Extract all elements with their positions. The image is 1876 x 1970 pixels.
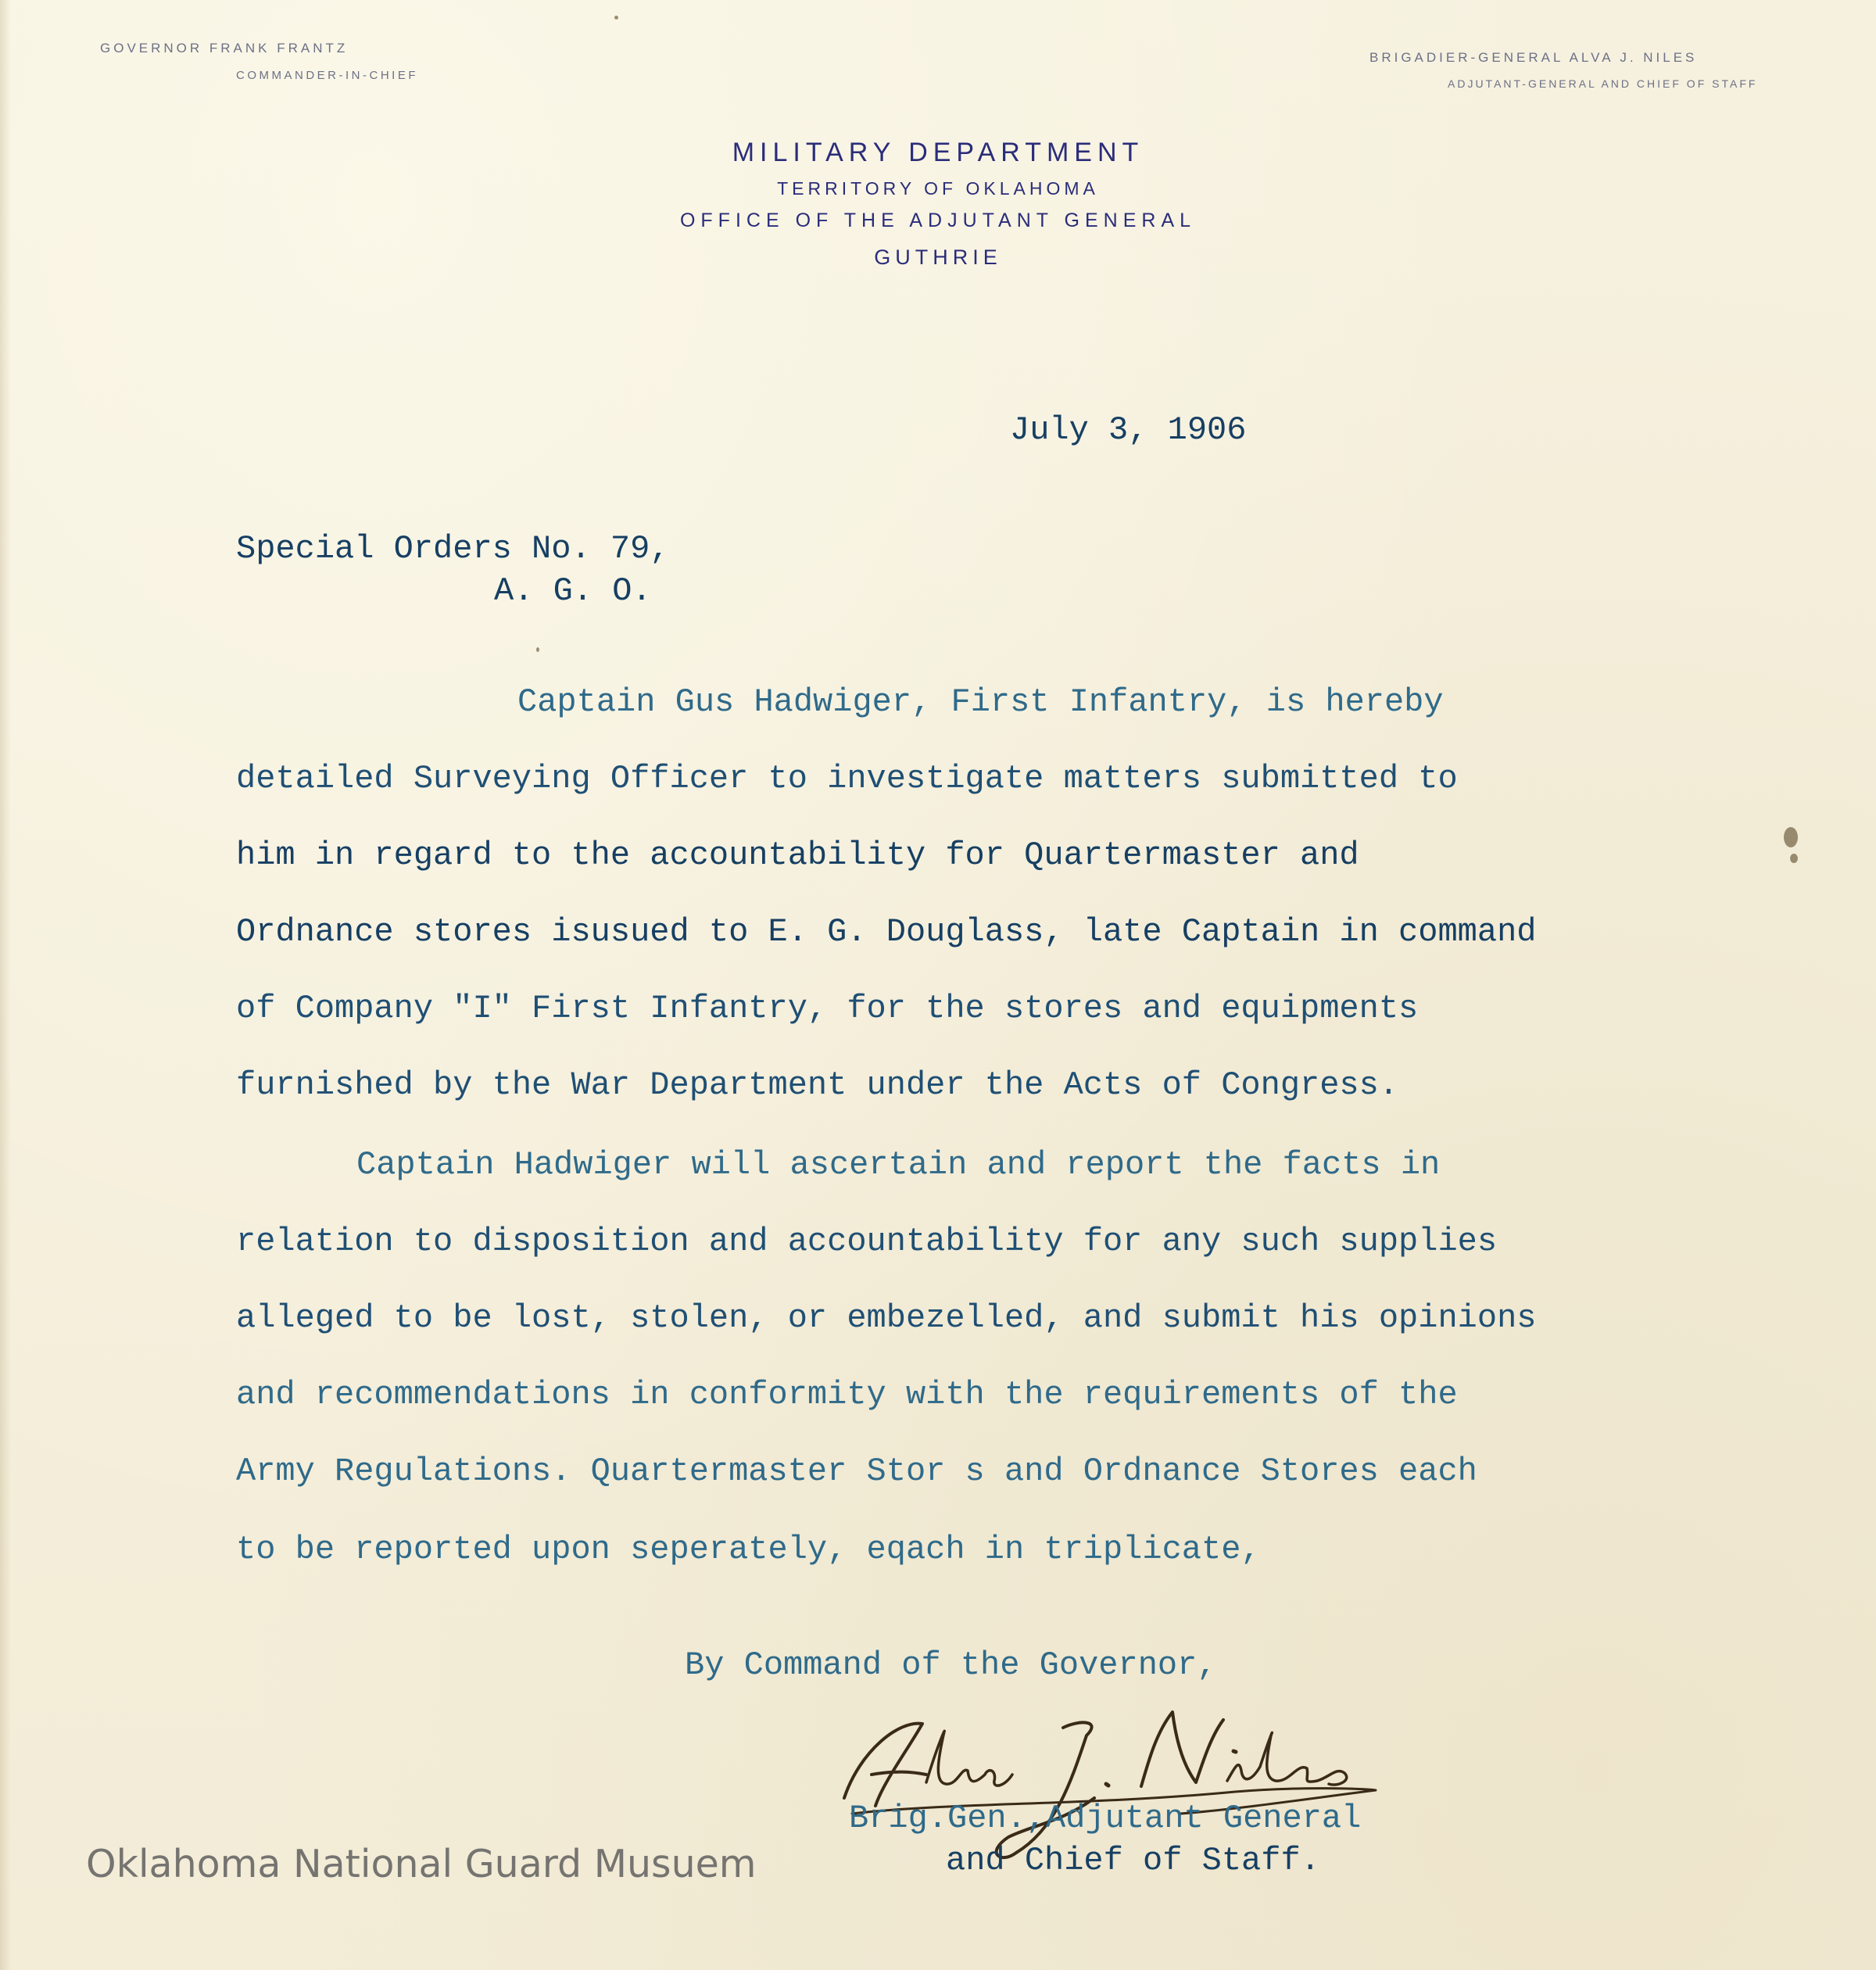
paragraph-2-line: relation to disposition and accountability for any such supplies [236,1223,1498,1260]
paragraph-1-line: detailed Surveying Officer to investigate matters submitted to [236,760,1458,797]
city-line: GUTHRIE [874,245,1002,269]
paper-edge [0,0,11,1970]
paragraph-2-line: alleged to be lost, stolen, or embezelled, and submit his opinions [236,1299,1537,1337]
paper-stain [614,16,618,20]
paper-stain [1784,827,1798,847]
paragraph-1-line: Ordnance stores isusued to E. G. Douglass, late Captain in command [236,913,1537,951]
paragraph-2-line: Captain Hadwiger will ascertain and report the facts in [356,1146,1441,1184]
governor-name: GOVERNOR FRANK FRANTZ [100,41,349,56]
paragraph-2-line: Army Regulations. Quartermaster Stor s and Ordnance Stores each [236,1452,1477,1490]
adjutant-name: BRIGADIER-GENERAL ALVA J. NILES [1369,50,1698,65]
paragraph-2-line: to be reported upon seperately, eqach in triplicate, [236,1531,1261,1568]
department-heading: MILITARY DEPARTMENT [732,138,1144,167]
museum-watermark: Oklahoma National Guard Musuem [86,1842,757,1886]
signer-title-line-1: Brig.Gen.,Adjutant General [849,1800,1362,1837]
paragraph-1-line: Captain Gus Hadwiger, First Infantry, is hereby [517,683,1444,721]
paragraph-1-line: of Company "I" First Infantry, for the stores and equipments [236,990,1419,1027]
paper-stain [1790,854,1798,863]
office-line: OFFICE OF THE ADJUTANT GENERAL [679,210,1197,231]
adjutant-title: ADJUTANT-GENERAL AND CHIEF OF STAFF [1448,77,1758,90]
territory-line: TERRITORY OF OKLAHOMA [777,178,1099,199]
order-office: A. G. O. [494,572,652,610]
letter-date: July 3, 1906 [1010,411,1247,449]
order-number: Special Orders No. 79, [236,530,670,568]
signer-title-line-2: and Chief of Staff. [946,1842,1320,1879]
paragraph-2-line: and recommendations in conformity with the requirements of the [236,1376,1458,1413]
paragraph-1-line: him in regard to the accountability for Quartermaster and [236,836,1359,874]
paragraph-1-line: furnished by the War Department under the Acts of Congress. [236,1066,1399,1104]
closing-line: By Command of the Governor, [685,1646,1217,1684]
governor-title: COMMANDER-IN-CHIEF [236,69,418,82]
paper-stain [536,647,539,652]
